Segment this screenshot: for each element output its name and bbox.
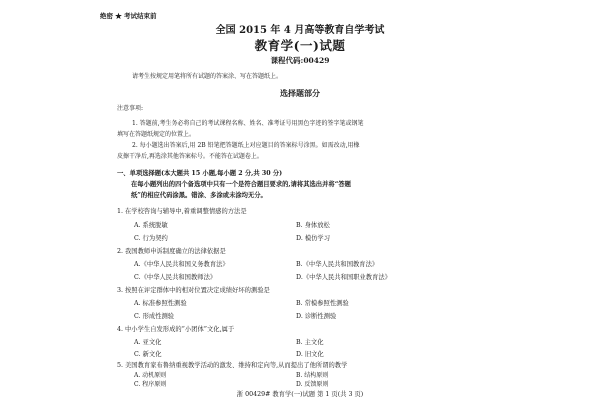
question-1-option-c: C. 行为契约 (134, 235, 168, 242)
question-2-option-d: D.《中华人民共和国职业教育法》 (296, 274, 391, 281)
question-3-option-c: C. 形成性测验 (134, 313, 175, 320)
attention-item-1-line-1: 1. 答题前,考生务必将自己的考试课程名称、姓名、准考证号用黑色字迹的签字笔或钢笔 (132, 120, 364, 127)
page-footer: 浙 00429# 教育学(一)试题 第 1 页(共 3 页) (236, 391, 364, 398)
answer-notice: 请考生按规定用笔将所有试题的答案涂、写在答题纸上。 (132, 73, 283, 80)
question-3-stem: 3. 按照在评定群体中的相对位置决定成绩好坏的测验是 (117, 287, 270, 294)
question-2-option-a: A.《中华人民共和国义务教育法》 (134, 261, 229, 268)
question-3-option-a: A. 标准参照性测验 (134, 300, 187, 307)
course-code: 课程代码:00429 (270, 56, 330, 65)
part-one-heading: 一、单项选择题(本大题共 15 小题,每小题 2 分,共 30 分) (117, 170, 283, 177)
attention-item-1-line-2: 填写在答题纸规定的位置上。 (117, 131, 196, 138)
question-1-option-a: A. 系统脱敏 (134, 222, 168, 229)
question-3-option-d: D. 诊断性测验 (296, 313, 337, 320)
question-4-option-b: B. 主文化 (296, 339, 324, 346)
question-5-option-c: C. 程序原则 (134, 381, 167, 388)
attention-title: 注意事项: (117, 105, 144, 112)
exam-title: 全国 2015 年 4 月高等教育自学考试 (215, 25, 385, 36)
question-2-option-b: B.《中华人民共和国教育法》 (296, 261, 379, 268)
question-4-option-c: C. 新文化 (134, 351, 162, 358)
section-title: 选择题部分 (280, 88, 320, 98)
question-5-option-d: D. 反馈原则 (296, 381, 329, 388)
question-1-option-b: B. 身体放松 (296, 222, 330, 229)
attention-item-2-line-2: 皮擦干净后,再选涂其他答案标号。不能答在试题卷上。 (117, 153, 263, 160)
question-2-stem: 2. 我国教师申诉制度确立的法律依据是 (117, 248, 226, 255)
question-4-option-a: A. 亚文化 (134, 339, 162, 346)
subject-title: 教育学(一)试题 (254, 38, 346, 53)
question-1-option-d: D. 模仿学习 (296, 235, 331, 242)
confidential-label: 绝密 ★ 考试结束前 (100, 12, 157, 20)
part-one-instruction-line-1: 在每小题列出的四个备选项中只有一个是符合题目要求的,请将其选出并将“答题 (131, 181, 351, 188)
question-5-option-b: B. 结构原则 (296, 372, 329, 379)
question-1-stem: 1. 在学校咨询与辅导中,着重调整情感的方法是 (117, 208, 247, 215)
question-4-option-d: D. 旧文化 (296, 351, 324, 358)
question-5-option-a: A. 动机原则 (134, 372, 167, 379)
attention-item-2-line-1: 2. 每小题选出答案后,用 2B 铅笔把答题纸上对应题目的答案标号涂黑。如需改动,用橡 (132, 142, 360, 149)
part-one-instruction-line-2: 纸”的相应代码涂黑。错涂、多涂或未涂均无分。 (131, 192, 267, 199)
question-5-stem: 5. 美国教育家布鲁纳重视教学活动的激发、维持和定向等,从而提出了他所谓的教学 (117, 362, 348, 369)
question-2-option-c: C.《中华人民共和国教师法》 (134, 274, 217, 281)
question-3-option-b: B. 常模参照性测验 (296, 300, 349, 307)
question-4-stem: 4. 中小学生自发形成的“小团体”文化,属于 (117, 326, 235, 333)
